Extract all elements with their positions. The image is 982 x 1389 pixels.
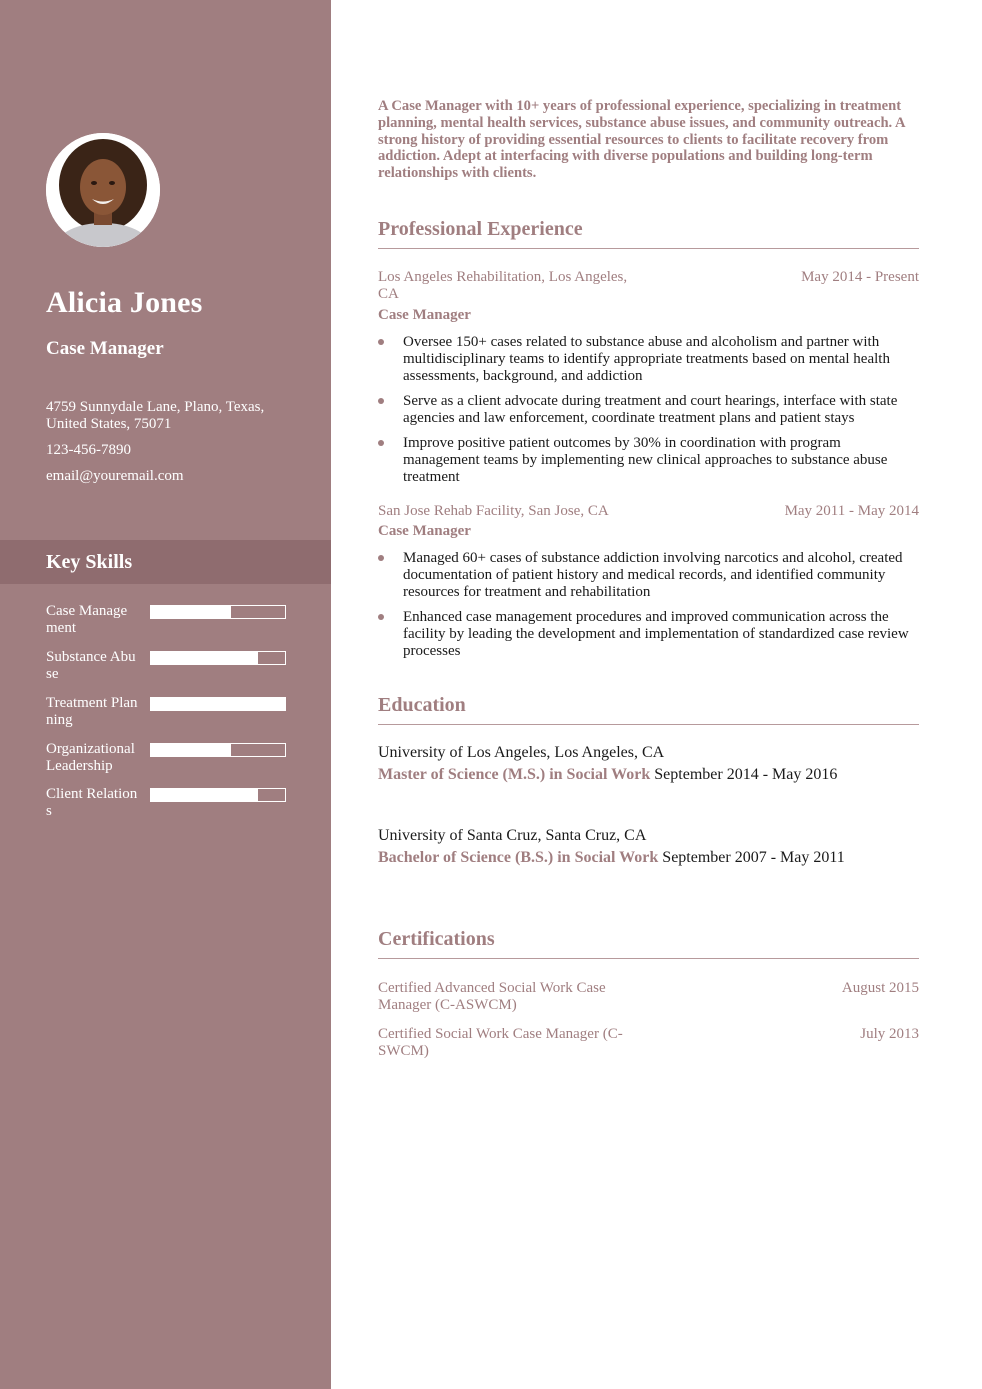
bullet-dot (378, 398, 384, 404)
sidebar (0, 0, 331, 1389)
skill-row (46, 786, 291, 822)
skill-bar (150, 788, 286, 802)
experience-heading: Professional Experience (378, 218, 919, 249)
bullet-item (378, 393, 919, 427)
skill-bar-fill (151, 652, 258, 664)
profile-photo (46, 133, 160, 247)
professional-summary: A Case Manager with 10+ years of professional experience, specializing in treatment planning, mental health services, substance abuse issues, and community outreach. A strong history of providing essential resources to clients to facilitate recovery from addiction. Adept at interfacing with diverse populations and building long-term relationships with clients. (378, 98, 905, 182)
job-company: Los Angeles Rehabilitation, Los Angeles, CA (378, 269, 628, 302)
certifications-heading: Certifications (378, 928, 919, 959)
bullet-item (378, 609, 919, 660)
bullet-item (378, 550, 919, 601)
candidate-title: Case Manager (46, 338, 164, 359)
certification-row (378, 1026, 919, 1060)
bullet-dot (378, 339, 384, 345)
certification-date: July 2013 (860, 1026, 919, 1042)
education-degree: Bachelor of Science (B.S.) in Social Work (378, 849, 659, 866)
education-school: University of Santa Cruz, Santa Cruz, CA (378, 827, 647, 844)
job-company: San Jose Rehab Facility, San Jose, CA (378, 503, 609, 519)
education-degree: Master of Science (M.S.) in Social Work (378, 766, 651, 783)
skills-header (0, 540, 331, 584)
education-degree-line (378, 849, 845, 867)
job-role: Case Manager (378, 307, 471, 323)
skill-row (46, 695, 291, 731)
skill-bar (150, 651, 286, 665)
skill-bar-fill (151, 698, 285, 710)
skill-label: Organizational Leadership (46, 741, 135, 774)
skill-bar-fill (151, 744, 231, 756)
skills-heading: Key Skills (46, 551, 133, 573)
skill-label: Client Relations (46, 786, 138, 819)
job-header (378, 269, 919, 303)
job-bullets (378, 334, 919, 494)
certification-name: Certified Social Work Case Manager (C-SWCM) (378, 1026, 623, 1059)
skill-label: Substance Abuse (46, 649, 136, 682)
skill-bar-fill (151, 606, 231, 618)
job-bullets (378, 550, 919, 668)
email[interactable]: email@youremail.com (46, 468, 184, 484)
education-degree-line (378, 766, 837, 784)
skill-bar (150, 605, 286, 619)
job-header (378, 503, 919, 520)
certification-row (378, 980, 919, 1014)
skill-row (46, 603, 291, 639)
bullet-text: Enhanced case management procedures and improved communication across the facility by leading the development and implementation of standardized case review processes (403, 609, 909, 659)
skill-bar-fill (151, 789, 258, 801)
bullet-text: Improve positive patient outcomes by 30% in coordination with program management teams by implementing new clinical approaches to substance abuse treatment (403, 435, 888, 485)
education-school: University of Los Angeles, Los Angeles, CA (378, 744, 665, 761)
candidate-name: Alicia Jones (46, 286, 203, 319)
bullet-item (378, 334, 919, 385)
education-dates: September 2014 - May 2016 (654, 766, 838, 783)
bullet-dot (378, 555, 384, 561)
bullet-dot (378, 614, 384, 620)
bullet-text: Managed 60+ cases of substance addiction involving narcotics and alcohol, created documentation of patient history and medical records, and identified community resources for treatment and rehabilitation (403, 550, 903, 600)
certification-date: August 2015 (841, 980, 919, 996)
bullet-text: Oversee 150+ cases related to substance abuse and alcoholism and partner with multidisciplinary teams to identify appropriate treatments based on mental health assessments, background, and addiction (403, 334, 890, 384)
skill-row (46, 649, 291, 685)
skill-bar (150, 697, 286, 711)
certification-name: Certified Advanced Social Work Case Manager (C-ASWCM) (378, 980, 606, 1013)
skill-row (46, 741, 291, 777)
education-heading: Education (378, 694, 919, 725)
skill-bar (150, 743, 286, 757)
skill-label: Case Management (46, 603, 128, 636)
education-dates: September 2007 - May 2011 (662, 849, 845, 866)
address: 4759 Sunnydale Lane, Plano, Texas, United States, 75071 (46, 399, 265, 432)
job-dates: May 2011 - May 2014 (784, 503, 919, 519)
bullet-dot (378, 440, 384, 446)
bullet-item (378, 435, 919, 486)
bullet-text: Serve as a client advocate during treatment and court hearings, interface with state agencies and law enforcement, coordinate treatment plans and patient stays (403, 393, 898, 426)
phone: 123-456-7890 (46, 442, 131, 458)
job-role: Case Manager (378, 523, 471, 539)
skill-label: Treatment Planning (46, 695, 138, 728)
job-dates: May 2014 - Present (801, 269, 919, 285)
